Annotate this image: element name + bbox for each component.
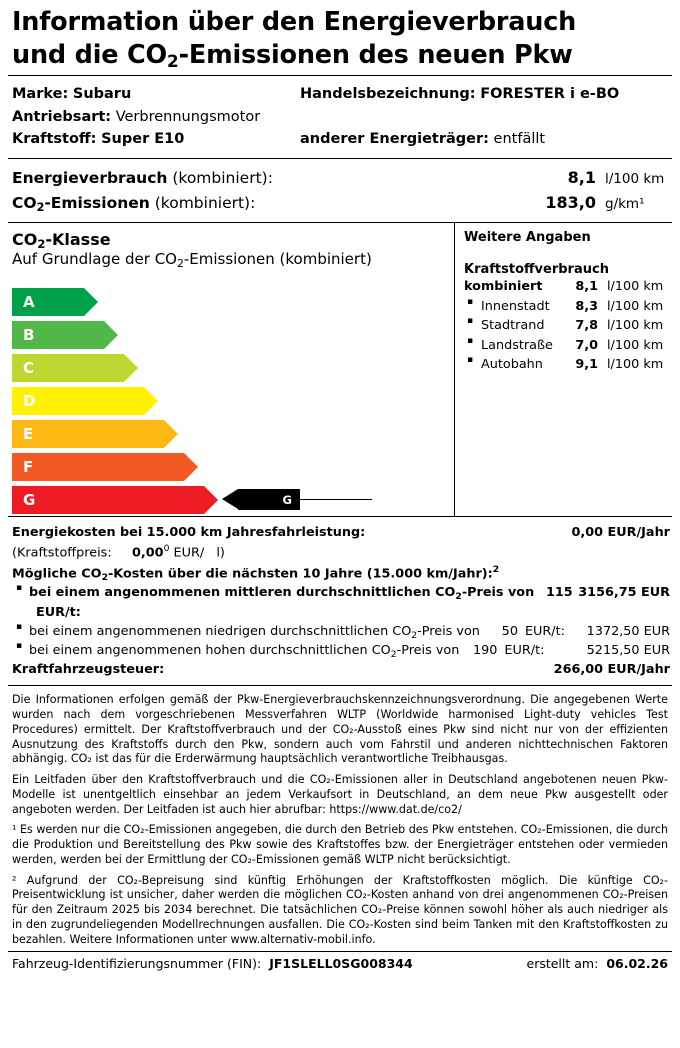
vehicle-info-block bbox=[8, 76, 672, 157]
fuel-consumption-row-value: 8,1 bbox=[575, 279, 598, 295]
co2-class-subtitle: Auf Grundlage der $CO_2$-Emissionen (kombiniert) bbox=[12, 250, 372, 271]
co2-class-bar-shape-a bbox=[12, 288, 84, 316]
fuel-consumption-row-name: ▪ Autobahn bbox=[464, 355, 568, 374]
handelsbezeichnung-value: FORESTER i e-BO bbox=[480, 86, 620, 103]
co2-class-bar-label: B bbox=[23, 325, 35, 344]
created-value: 06.02.26 bbox=[606, 956, 668, 972]
co2-cost-row-price: 190 bbox=[472, 642, 498, 658]
co2-kosten-heading-row bbox=[12, 563, 670, 583]
vehicle-row-marke bbox=[12, 83, 670, 105]
fuel-consumption-heading: Kraftstoffverbrauch bbox=[464, 262, 609, 278]
fuel-consumption-row bbox=[464, 297, 670, 316]
antriebsart-value: Verbrennungsmotor bbox=[115, 108, 261, 125]
fuel-consumption-row bbox=[464, 355, 670, 374]
co2-class-bar-shape-f bbox=[12, 453, 184, 481]
co2-class-bar-shape-d bbox=[12, 387, 144, 415]
co2-cost-row-price-unit: EUR/t: bbox=[504, 642, 545, 658]
co2-class-bar-label: E bbox=[23, 424, 34, 443]
anderer-energietraeger-cell bbox=[300, 128, 670, 150]
co2-class-bar-b bbox=[12, 318, 454, 351]
kraftstoffpreis-row bbox=[12, 542, 670, 562]
co2-class-panel bbox=[8, 223, 454, 516]
co2-class-bar-e bbox=[12, 417, 454, 450]
vehicle-row-antriebsart bbox=[12, 106, 670, 128]
co2-emissionen-value: 183,0 bbox=[545, 193, 596, 213]
co2-class-bar-label: G bbox=[23, 490, 36, 509]
energiekosten-label: Energiekosten bei 15.000 km Jahresfahrleistung: bbox=[12, 525, 366, 541]
energiekosten-row bbox=[12, 523, 670, 542]
co2-class-title: $CO_2$-Klasse bbox=[12, 230, 111, 252]
legal-text-block bbox=[8, 686, 672, 951]
fuel-consumption-row-name: ▪ Innenstadt bbox=[464, 297, 568, 316]
created-label: erstellt am: bbox=[526, 956, 599, 972]
co2-class-bar-shape-c bbox=[12, 354, 124, 382]
legal-footnote-1: ¹ Es werden nur die CO₂-Emissionen angegeben, die durch den Betrieb des Pkw entstehen. CO₂-Emissionen, die durch die Produktion und Bereitstellung des Pkw sowie des Kraftstoffes bzw. der Energieträger entstehen oder vermieden werden, werden bei der Ermittlung der CO₂-Emissionen gemäß WLTP nicht berücksichtigt. bbox=[12, 823, 668, 866]
anderer-energietraeger-value: entfällt bbox=[493, 131, 546, 148]
anderer-energietraeger-label: anderer Energieträger: bbox=[300, 131, 489, 148]
co2-emissionen-unit: g/km¹ bbox=[605, 196, 645, 213]
co2-class-selected-marker bbox=[222, 489, 372, 510]
antriebsart-cell bbox=[12, 106, 300, 128]
fuel-consumption-row-value: 7,8 bbox=[575, 318, 598, 334]
handelsbezeichnung-cell bbox=[300, 83, 670, 105]
co2-cost-row bbox=[12, 641, 670, 660]
fin-label: Fahrzeug-Identifizierungsnummer (FIN): bbox=[12, 956, 262, 972]
co2-class-selected-line bbox=[300, 499, 372, 500]
page-title-line2: und die $CO_2$-Emissionen des neuen Pkw bbox=[12, 39, 573, 71]
co2-cost-row-label: ▪ bei einem angenommenen hohen durchschnittlichen $CO_2$-Preis von 190 EUR/t: bbox=[12, 641, 587, 660]
co2-cost-row bbox=[12, 622, 670, 641]
page-title bbox=[8, 4, 672, 75]
fuel-consumption-row-unit: l/100 km bbox=[607, 357, 664, 372]
co2-class-selected-arrow: G bbox=[238, 489, 300, 510]
co2-emissionen-row bbox=[12, 190, 670, 216]
co2-class-bar-c bbox=[12, 351, 454, 384]
further-info-panel bbox=[454, 223, 672, 516]
co2-kosten-heading: Mögliche $CO_2$-Kosten über die nächsten 10 Jahre (15.000 km/Jahr):$^2$ bbox=[12, 563, 500, 584]
costs-block bbox=[8, 517, 672, 685]
fuel-consumption-row-name: ▪ Landstraße bbox=[464, 336, 568, 355]
co2-class-bar-g bbox=[12, 483, 454, 516]
kraftstoff-label: Kraftstoff: bbox=[12, 131, 97, 148]
co2-cost-row-label: ▪ bei einem angenommenen mittleren durchschnittlichen $CO_2$-Preis von 115EUR/t: bbox=[12, 583, 578, 621]
handelsbezeichnung-label: Handelsbezeichnung: bbox=[300, 86, 476, 103]
co2-cost-row-total: 1372,50 EUR bbox=[586, 623, 670, 639]
co2-class-bar-label: D bbox=[23, 391, 36, 410]
co2-cost-row-total: 3156,75 EUR bbox=[578, 585, 670, 601]
co2-cost-row-total: 5215,50 EUR bbox=[586, 642, 670, 658]
fuel-consumption-row-name: kombiniert bbox=[464, 279, 543, 295]
kraftstoffpreis-label: (Kraftstoffpreis: 0,00$^0$ EUR/ l) bbox=[12, 543, 225, 561]
fuel-consumption-row bbox=[464, 277, 670, 296]
kraftstoff-value: Super E10 bbox=[101, 131, 185, 148]
co2-class-bar-f bbox=[12, 450, 454, 483]
fuel-consumption-row bbox=[464, 316, 670, 335]
antriebsart-label: Antriebsart: bbox=[12, 108, 112, 125]
legal-paragraph-1: Die Informationen erfolgen gemäß der Pkw-Energieverbrauchskennzeichnungsverordnung. Die angegebenen Werte wurden nach dem vorgeschriebenen Messverfahren WLTP (Worldwide harmonised Light-duty vehicles Test Procedures) ermittelt. Der Kraftstoffverbrauch und der CO₂-Ausstoß eines Pkw sind nicht nur von der effizienten Ausnutzung des Kraftstoffs durch den Pkw, sondern auch vom Fahrstil und anderen nichttechnischen Faktoren abhängig. CO₂ ist das für die Erderwärmung hauptsächlich verantwortliche Treibhausgas. bbox=[12, 693, 668, 766]
co2-cost-rows bbox=[12, 583, 670, 660]
co2-class-section bbox=[8, 223, 672, 516]
co2-cost-row-price-unit: EUR/t: bbox=[36, 604, 81, 620]
fuel-consumption-row-unit: l/100 km bbox=[607, 318, 664, 334]
co2-class-bar-d bbox=[12, 384, 454, 417]
kraftfahrzeugsteuer-label: Kraftfahrzeugsteuer: bbox=[12, 662, 165, 678]
fin-value: JF1SLELL0SG008344 bbox=[269, 956, 413, 972]
footer bbox=[8, 952, 672, 971]
consumption-block bbox=[8, 159, 672, 223]
page-title-line1: Information über den Energieverbrauch bbox=[12, 7, 577, 37]
legal-footnote-2: ² Aufgrund der CO₂-Bepreisung sind künftig Erhöhungen der Kraftstoffkosten möglich. Die künftige CO₂-Preisentwicklung ist unsicher, daher werden die möglichen CO₂-Kosten anhand von drei angenommenen CO₂-Preisen für den Zeitraum 2025 bis 2034 berechnet. Die tatsächlichen CO₂-Preise können sowohl höher als auch niedriger als in den zugrundeliegenden Modellrechnungen ausfallen. Die CO₂-Kosten sind beim Tanken mit den Kraftstoffkosten zu bezahlen. Weitere Informationen unter www.alternativ-mobil.info. bbox=[12, 873, 668, 946]
fuel-consumption-row-name: ▪ Stadtrand bbox=[464, 316, 568, 335]
fuel-consumption-row-value: 9,1 bbox=[575, 357, 598, 372]
vehicle-row-kraftstoff bbox=[12, 128, 670, 150]
fuel-consumption-rows bbox=[464, 277, 670, 374]
co2-cost-row bbox=[12, 583, 670, 621]
co2-cost-row-price-unit: EUR/t: bbox=[524, 623, 565, 639]
co2-class-bars bbox=[12, 285, 454, 516]
antriebsart-spacer bbox=[300, 106, 670, 128]
fuel-consumption-row-value: 7,0 bbox=[575, 337, 598, 353]
co2-class-bar-shape-e bbox=[12, 420, 164, 448]
marke-value: Subaru bbox=[72, 86, 132, 103]
co2-class-bar-a bbox=[12, 285, 454, 318]
kraftstoff-cell bbox=[12, 128, 300, 150]
fuel-consumption-row-unit: l/100 km bbox=[607, 298, 664, 314]
fuel-consumption-row-unit: l/100 km bbox=[607, 337, 664, 353]
fuel-consumption-row-unit: l/100 km bbox=[607, 279, 664, 295]
co2-class-bar-label: A bbox=[23, 292, 35, 311]
kraftfahrzeugsteuer-value: 266,00 EUR/Jahr bbox=[553, 662, 670, 678]
kraftfahrzeugsteuer-row bbox=[12, 660, 670, 679]
co2-class-bar-shape-b bbox=[12, 321, 104, 349]
co2-class-bar-shape-g bbox=[12, 486, 204, 514]
co2-class-bar-label: F bbox=[23, 457, 34, 476]
energieverbrauch-unit: l/100 km bbox=[605, 170, 665, 187]
further-info-heading: Weitere Angaben bbox=[464, 230, 591, 246]
co2-cost-row-label: ▪ bei einem angenommenen niedrigen durchschnittlichen $CO_2$-Preis von 50 EUR/t: bbox=[12, 622, 587, 641]
co2-emissionen-label: $CO_2$-Emissionen (kombiniert): bbox=[12, 194, 256, 215]
energieverbrauch-label: Energieverbrauch (kombiniert): bbox=[12, 168, 273, 187]
energiekosten-value: 0,00 EUR/Jahr bbox=[571, 525, 670, 541]
marke-cell bbox=[12, 83, 300, 105]
co2-class-bar-label: C bbox=[23, 358, 35, 377]
energieverbrauch-value: 8,1 bbox=[567, 167, 596, 187]
energieverbrauch-row bbox=[12, 165, 670, 191]
marke-label: Marke: bbox=[12, 86, 69, 103]
co2-cost-row-price: 115 bbox=[545, 585, 573, 601]
fuel-consumption-row-value: 8,3 bbox=[575, 298, 598, 314]
fuel-consumption-row bbox=[464, 336, 670, 355]
legal-paragraph-2: Ein Leitfaden über den Kraftstoffverbrauch und die CO₂-Emissionen aller in Deutschland angebotenen neuen Pkw-Modelle ist unentgeltlich einsehbar an jedem Verkaufsort in Deutschland, an dem neue Pkw ausgestellt oder angeboten werden. Der Leitfaden ist auch hier abrufbar: https://www.dat.de/co2/ bbox=[12, 773, 668, 816]
co2-cost-row-price: 50 bbox=[501, 623, 518, 639]
